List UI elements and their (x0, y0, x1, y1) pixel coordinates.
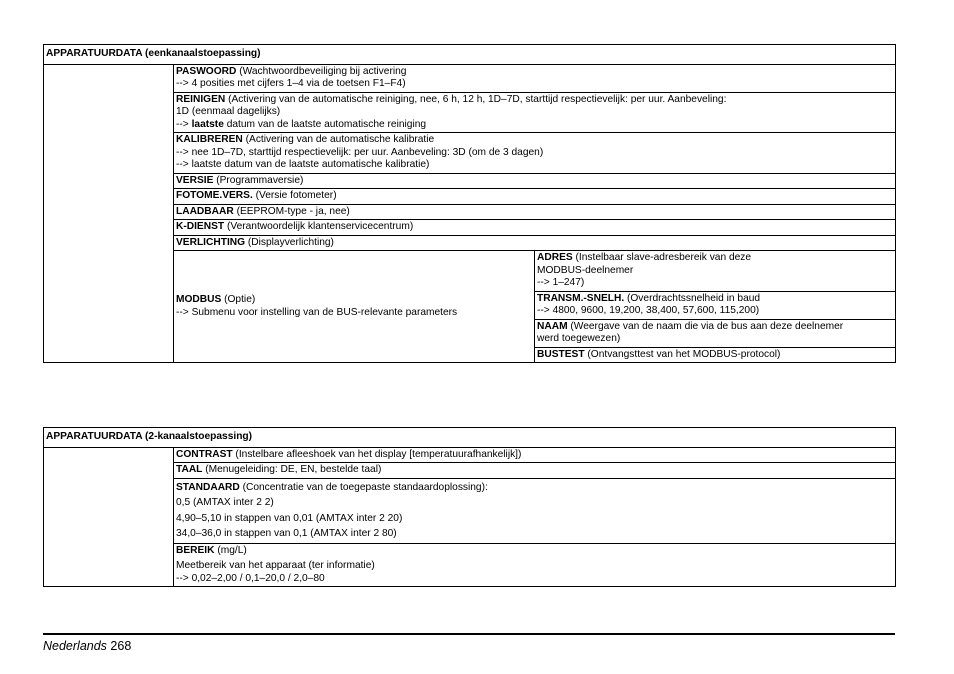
desc: (Verantwoordelijk klantenservicecentrum) (224, 221, 414, 232)
detail: MODBUS-deelnemer (537, 264, 634, 276)
desc: (Displayverlichting) (245, 236, 334, 248)
desc: (Activering van de automatische kalibratie (242, 134, 435, 145)
row-contrast (174, 447, 896, 463)
detail: --> Submenu voor instelling van de BUS-relevante parameters (176, 306, 458, 318)
detail: 34,0–36,0 in stappen van 0,1 (AMTAX inter 2 80) (176, 528, 397, 539)
detail: Meetbereik van het apparaat (ter informatie) (176, 560, 375, 571)
device-data-two-channel-table (43, 427, 896, 587)
term: STANDAARD (176, 481, 240, 493)
term: BUSTEST (537, 348, 585, 360)
empty-left-column (44, 447, 174, 587)
term: NAAM (537, 320, 568, 332)
term: VERLICHTING (176, 236, 246, 248)
detail: --> 4 posities met cijfers 1–4 via de toetsen F1–F4) (176, 78, 406, 89)
detail: --> 4800, 9600, 19,200, 38,400, 57,600, 115,200) (537, 305, 760, 316)
term: ADRES (537, 252, 573, 263)
row-versie (174, 173, 896, 189)
term: BEREIK (176, 544, 215, 556)
desc: (Instelbare afleeshoek van het display [temperatuurafhankelijk]) (232, 448, 522, 460)
detail: --> laatste datum van de laatste automatische kalibratie) (176, 159, 430, 170)
desc: (EEPROM-type - ja, nee) (233, 205, 350, 217)
row-modbus-adres (535, 251, 896, 292)
row-fotome-vers (174, 189, 896, 205)
row-modbus (174, 251, 535, 363)
desc: (Instelbaar slave-adresbereik van deze (572, 252, 752, 263)
desc: (Wachtwoordbeveiliging bij activering (236, 65, 407, 77)
term: REINIGEN (176, 93, 226, 105)
row-modbus-transm (535, 291, 896, 319)
empty-left-column (44, 64, 174, 363)
detail: 0,5 (AMTAX inter 2 2) (176, 497, 274, 508)
detail: --> 0,02–2,00 / 0,1–20,0 / 2,0–80 (176, 572, 325, 584)
desc: (Optie) (221, 294, 256, 305)
row-bereik (174, 543, 896, 587)
footer-divider (43, 633, 895, 635)
row-modbus-naam (535, 319, 896, 347)
row-reinigen (174, 92, 896, 133)
desc: (Versie fotometer) (252, 190, 337, 201)
detail: 4,90–5,10 in stappen van 0,01 (AMTAX inter 2 20) (176, 512, 403, 524)
term: FOTOME.VERS. (176, 190, 253, 201)
device-data-single-channel-table (43, 44, 896, 363)
row-modbus-bustest (535, 347, 896, 363)
term: LAADBAAR (176, 205, 234, 217)
detail: 1D (eenmaal dagelijks) (176, 106, 281, 117)
desc: (Ontvangsttest van het MODBUS-protocol) (584, 348, 781, 360)
term: CONTRAST (176, 448, 233, 460)
detail: --> 1–247) (537, 277, 585, 288)
table-header: APPARATUURDATA (2-kanaalstoepassing) (44, 428, 896, 448)
term: PASWOORD (176, 65, 237, 77)
row-paswoord (174, 64, 896, 92)
term: TAAL (176, 464, 203, 475)
term: K-DIENST (176, 221, 225, 232)
row-taal (174, 463, 896, 479)
term: KALIBREREN (176, 134, 243, 145)
term: TRANSM.-SNELH. (537, 292, 625, 304)
row-verlichting (174, 235, 896, 251)
term: MODBUS (176, 294, 222, 305)
desc: (Programmaversie) (213, 174, 304, 186)
page-footer (43, 639, 131, 653)
row-kalibreren (174, 133, 896, 174)
detail: --> nee 1D–7D, starttijd respectievelijk: per uur. Aanbeveling: 3D (om de 3 dagen) (176, 146, 544, 158)
desc: (Weergave van de naam die via de bus aan deze deelnemer (567, 320, 844, 332)
term: VERSIE (176, 174, 214, 186)
detail: werd toegewezen) (537, 333, 621, 344)
desc: (mg/L) (214, 544, 247, 556)
desc: (Concentratie van de toegepaste standaardoplossing): (239, 481, 488, 493)
row-laadbaar (174, 204, 896, 220)
desc: (Overdrachtssnelheid in baud (624, 292, 761, 304)
row-standaard (174, 478, 896, 543)
row-k-dienst (174, 220, 896, 236)
table-header: APPARATUURDATA (eenkanaalstoepassing) (44, 45, 896, 65)
desc: (Activering van de automatische reiniging, nee, 6 h, 12 h, 1D–7D, starttijd respectievelijk: per uur. Aanbeveling: (225, 93, 727, 105)
desc: (Menugeleiding: DE, EN, bestelde taal) (202, 464, 382, 475)
page-number: 268 (110, 639, 132, 653)
detail: --> laatste datum van de laatste automatische reiniging (176, 118, 427, 130)
footer-language: Nederlands (43, 639, 107, 653)
